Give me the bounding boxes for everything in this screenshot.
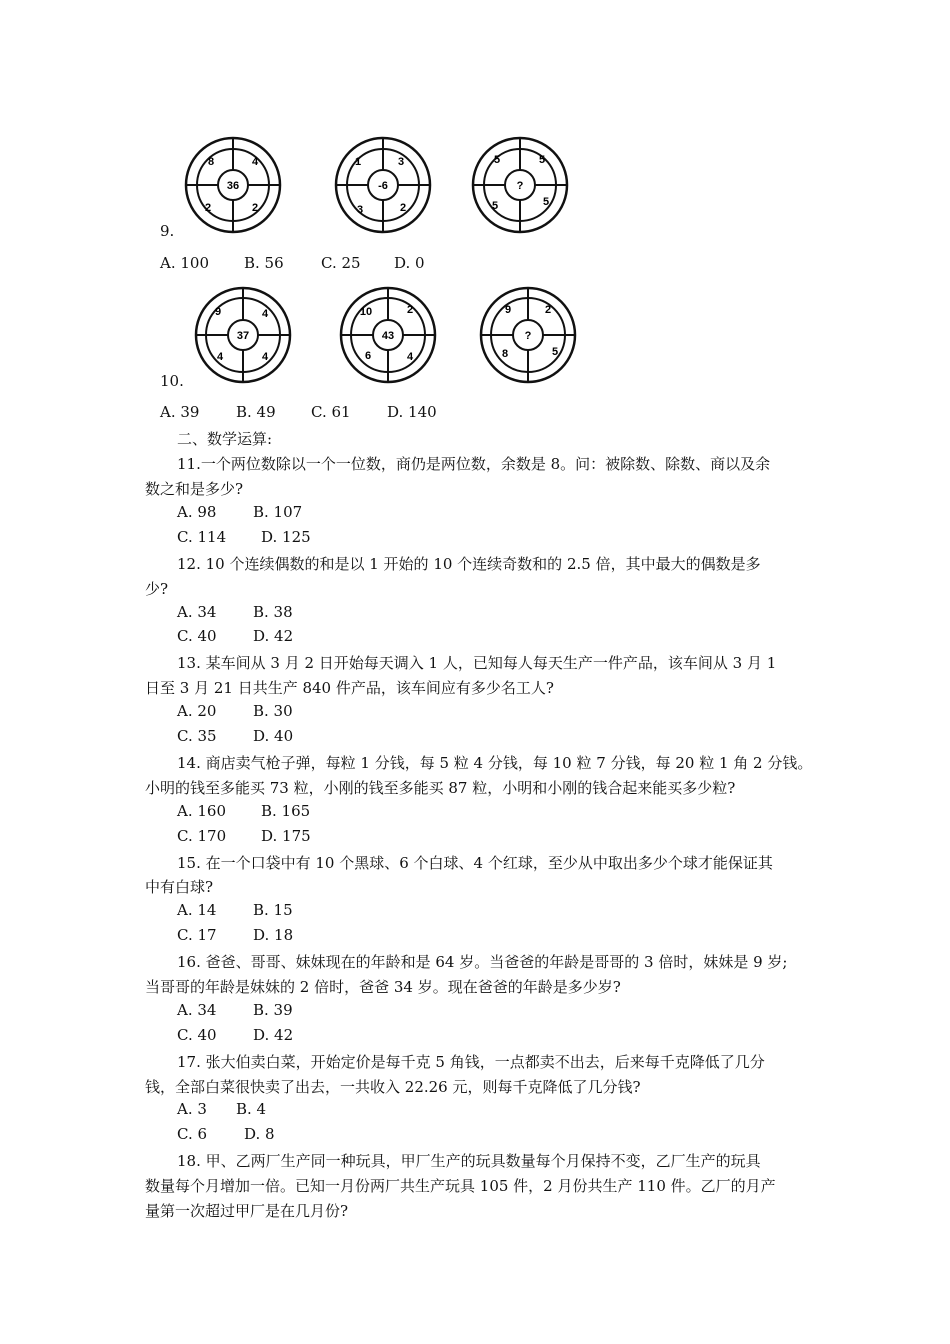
q10-option-a[interactable]: A. 39 — [160, 403, 200, 421]
question-text: 钱，全部白菜很快卖了出去，一共收入 22.26 元，则每千克降低了几分钱? — [145, 1078, 641, 1096]
question-text: 小明的钱至多能买 73 粒，小刚的钱至多能买 87 粒，小明和小刚的钱合起来能买多少粒? — [145, 779, 736, 797]
section-title: 二、数学运算: — [177, 430, 273, 448]
option-b[interactable]: B. 39 — [253, 1001, 293, 1019]
option-a[interactable]: A. 160 — [177, 802, 226, 820]
option-c[interactable]: C. 40 — [177, 627, 217, 645]
q9-option-c[interactable]: C. 25 — [321, 254, 361, 272]
circle-br-value: 4 — [261, 351, 269, 363]
q10-option-b[interactable]: B. 49 — [236, 403, 276, 421]
question-text: 量第一次超过甲厂是在几月份? — [145, 1202, 349, 1220]
q9-circle-1 — [183, 135, 283, 235]
question-text: 当哥哥的年龄是妹妹的 2 倍时，爸爸 34 岁。现在爸爸的年龄是多少岁? — [145, 978, 621, 996]
circle-tr-value: 5 — [538, 154, 546, 166]
circle-tl-value: 9 — [214, 306, 222, 318]
circle-br-value: 2 — [251, 202, 259, 214]
question-text: 14. 商店卖气枪子弹，每粒 1 分钱，每 5 粒 4 分钱，每 10 粒 7 分钱，每 20 粒 1 角 2 分钱。 — [177, 754, 813, 772]
circle-tr-value: 4 — [251, 156, 259, 168]
circle-tr-value: 2 — [544, 304, 552, 316]
option-d[interactable]: D. 40 — [253, 727, 294, 745]
circle-tl-value: 8 — [207, 156, 215, 168]
q9-number: 9. — [160, 222, 175, 240]
option-b[interactable]: B. 107 — [253, 503, 303, 521]
option-c[interactable]: C. 114 — [177, 528, 227, 546]
option-a[interactable]: A. 34 — [177, 603, 217, 621]
question-text: 16. 爸爸、哥哥、妹妹现在的年龄和是 64 岁。当爸爸的年龄是哥哥的 3 倍时，妹妹是 9 岁; — [177, 953, 788, 971]
q10-option-d[interactable]: D. 140 — [387, 403, 437, 421]
q10-circle-3 — [478, 285, 578, 385]
circle-br-value: 2 — [399, 202, 407, 214]
question-text: 12. 10 个连续偶数的和是以 1 开始的 10 个连续奇数和的 2.5 倍，其中最大的偶数是多 — [177, 555, 761, 573]
circle-bl-value: 5 — [491, 200, 499, 212]
q9-option-d[interactable]: D. 0 — [394, 254, 425, 272]
q10-option-c[interactable]: C. 61 — [311, 403, 351, 421]
option-c[interactable]: C. 6 — [177, 1125, 208, 1143]
question-text: 17. 张大伯卖白菜，开始定价是每千克 5 角钱，一点都卖不出去，后来每千克降低了几分 — [177, 1053, 765, 1071]
question-text: 中有白球? — [145, 878, 214, 896]
q10-circle-2 — [338, 285, 438, 385]
circle-bl-value: 4 — [216, 351, 224, 363]
option-a[interactable]: A. 14 — [177, 901, 217, 919]
question-text: 数量每个月增加一倍。已知一月份两厂共生产玩具 105 件，2 月份共生产 110 件。乙厂的月产 — [145, 1177, 776, 1195]
option-b[interactable]: B. 30 — [253, 702, 293, 720]
option-c[interactable]: C. 35 — [177, 727, 217, 745]
question-text: 13. 某车间从 3 月 2 日开始每天调入 1 人，已知每人每天生产一件产品，该车间从 3 月 1 — [177, 654, 777, 672]
circle-tr-value: 4 — [261, 308, 269, 320]
circle-center-value: ? — [516, 180, 524, 192]
question-text: 18. 甲、乙两厂生产同一种玩具，甲厂生产的玩具数量每个月保持不变，乙厂生产的玩具 — [177, 1152, 761, 1170]
circle-bl-value: 3 — [356, 204, 364, 216]
circle-center-value: 36 — [226, 180, 240, 192]
option-d[interactable]: D. 42 — [253, 627, 294, 645]
option-a[interactable]: A. 34 — [177, 1001, 217, 1019]
question-text: 数之和是多少? — [145, 480, 244, 498]
circle-tl-value: 10 — [359, 306, 373, 318]
option-b[interactable]: B. 165 — [261, 802, 311, 820]
option-c[interactable]: C. 17 — [177, 926, 217, 944]
option-c[interactable]: C. 40 — [177, 1026, 217, 1044]
option-b[interactable]: B. 38 — [253, 603, 293, 621]
circle-tr-value: 2 — [406, 304, 414, 316]
option-a[interactable]: A. 98 — [177, 503, 217, 521]
circle-tr-value: 3 — [397, 156, 405, 168]
question-text: 日至 3 月 21 日共生产 840 件产品，该车间应有多少名工人? — [145, 679, 554, 697]
circle-br-value: 4 — [406, 351, 414, 363]
q9-circle-2 — [333, 135, 433, 235]
option-c[interactable]: C. 170 — [177, 827, 227, 845]
question-text: 11.一个两位数除以一个一位数，商仍是两位数，余数是 8。问：被除数、除数、商以及余 — [177, 455, 771, 473]
option-b[interactable]: B. 4 — [236, 1100, 267, 1118]
circle-tl-value: 9 — [504, 304, 512, 316]
circle-tl-value: 1 — [354, 156, 362, 168]
circle-bl-value: 8 — [501, 348, 509, 360]
q10-number: 10. — [160, 372, 184, 390]
option-d[interactable]: D. 8 — [244, 1125, 275, 1143]
circle-center-value: ? — [524, 330, 532, 342]
question-text: 少? — [145, 580, 169, 598]
option-d[interactable]: D. 175 — [261, 827, 311, 845]
q9-circle-3 — [470, 135, 570, 235]
q10-circle-1 — [193, 285, 293, 385]
circle-br-value: 5 — [551, 346, 559, 358]
circle-bl-value: 6 — [364, 350, 372, 362]
circle-center-value: 37 — [236, 330, 250, 342]
option-d[interactable]: D. 125 — [261, 528, 311, 546]
circle-bl-value: 2 — [204, 202, 212, 214]
circle-center-value: 43 — [381, 330, 395, 342]
circle-center-value: -6 — [378, 180, 388, 192]
option-a[interactable]: A. 3 — [177, 1100, 207, 1118]
q9-option-b[interactable]: B. 56 — [244, 254, 284, 272]
question-text: 15. 在一个口袋中有 10 个黑球、6 个白球、4 个红球，至少从中取出多少个球才能保证其 — [177, 854, 773, 872]
circle-br-value: 5 — [542, 196, 550, 208]
option-d[interactable]: D. 42 — [253, 1026, 294, 1044]
option-a[interactable]: A. 20 — [177, 702, 217, 720]
circle-tl-value: 5 — [493, 154, 501, 166]
option-b[interactable]: B. 15 — [253, 901, 293, 919]
option-d[interactable]: D. 18 — [253, 926, 294, 944]
q9-option-a[interactable]: A. 100 — [160, 254, 209, 272]
